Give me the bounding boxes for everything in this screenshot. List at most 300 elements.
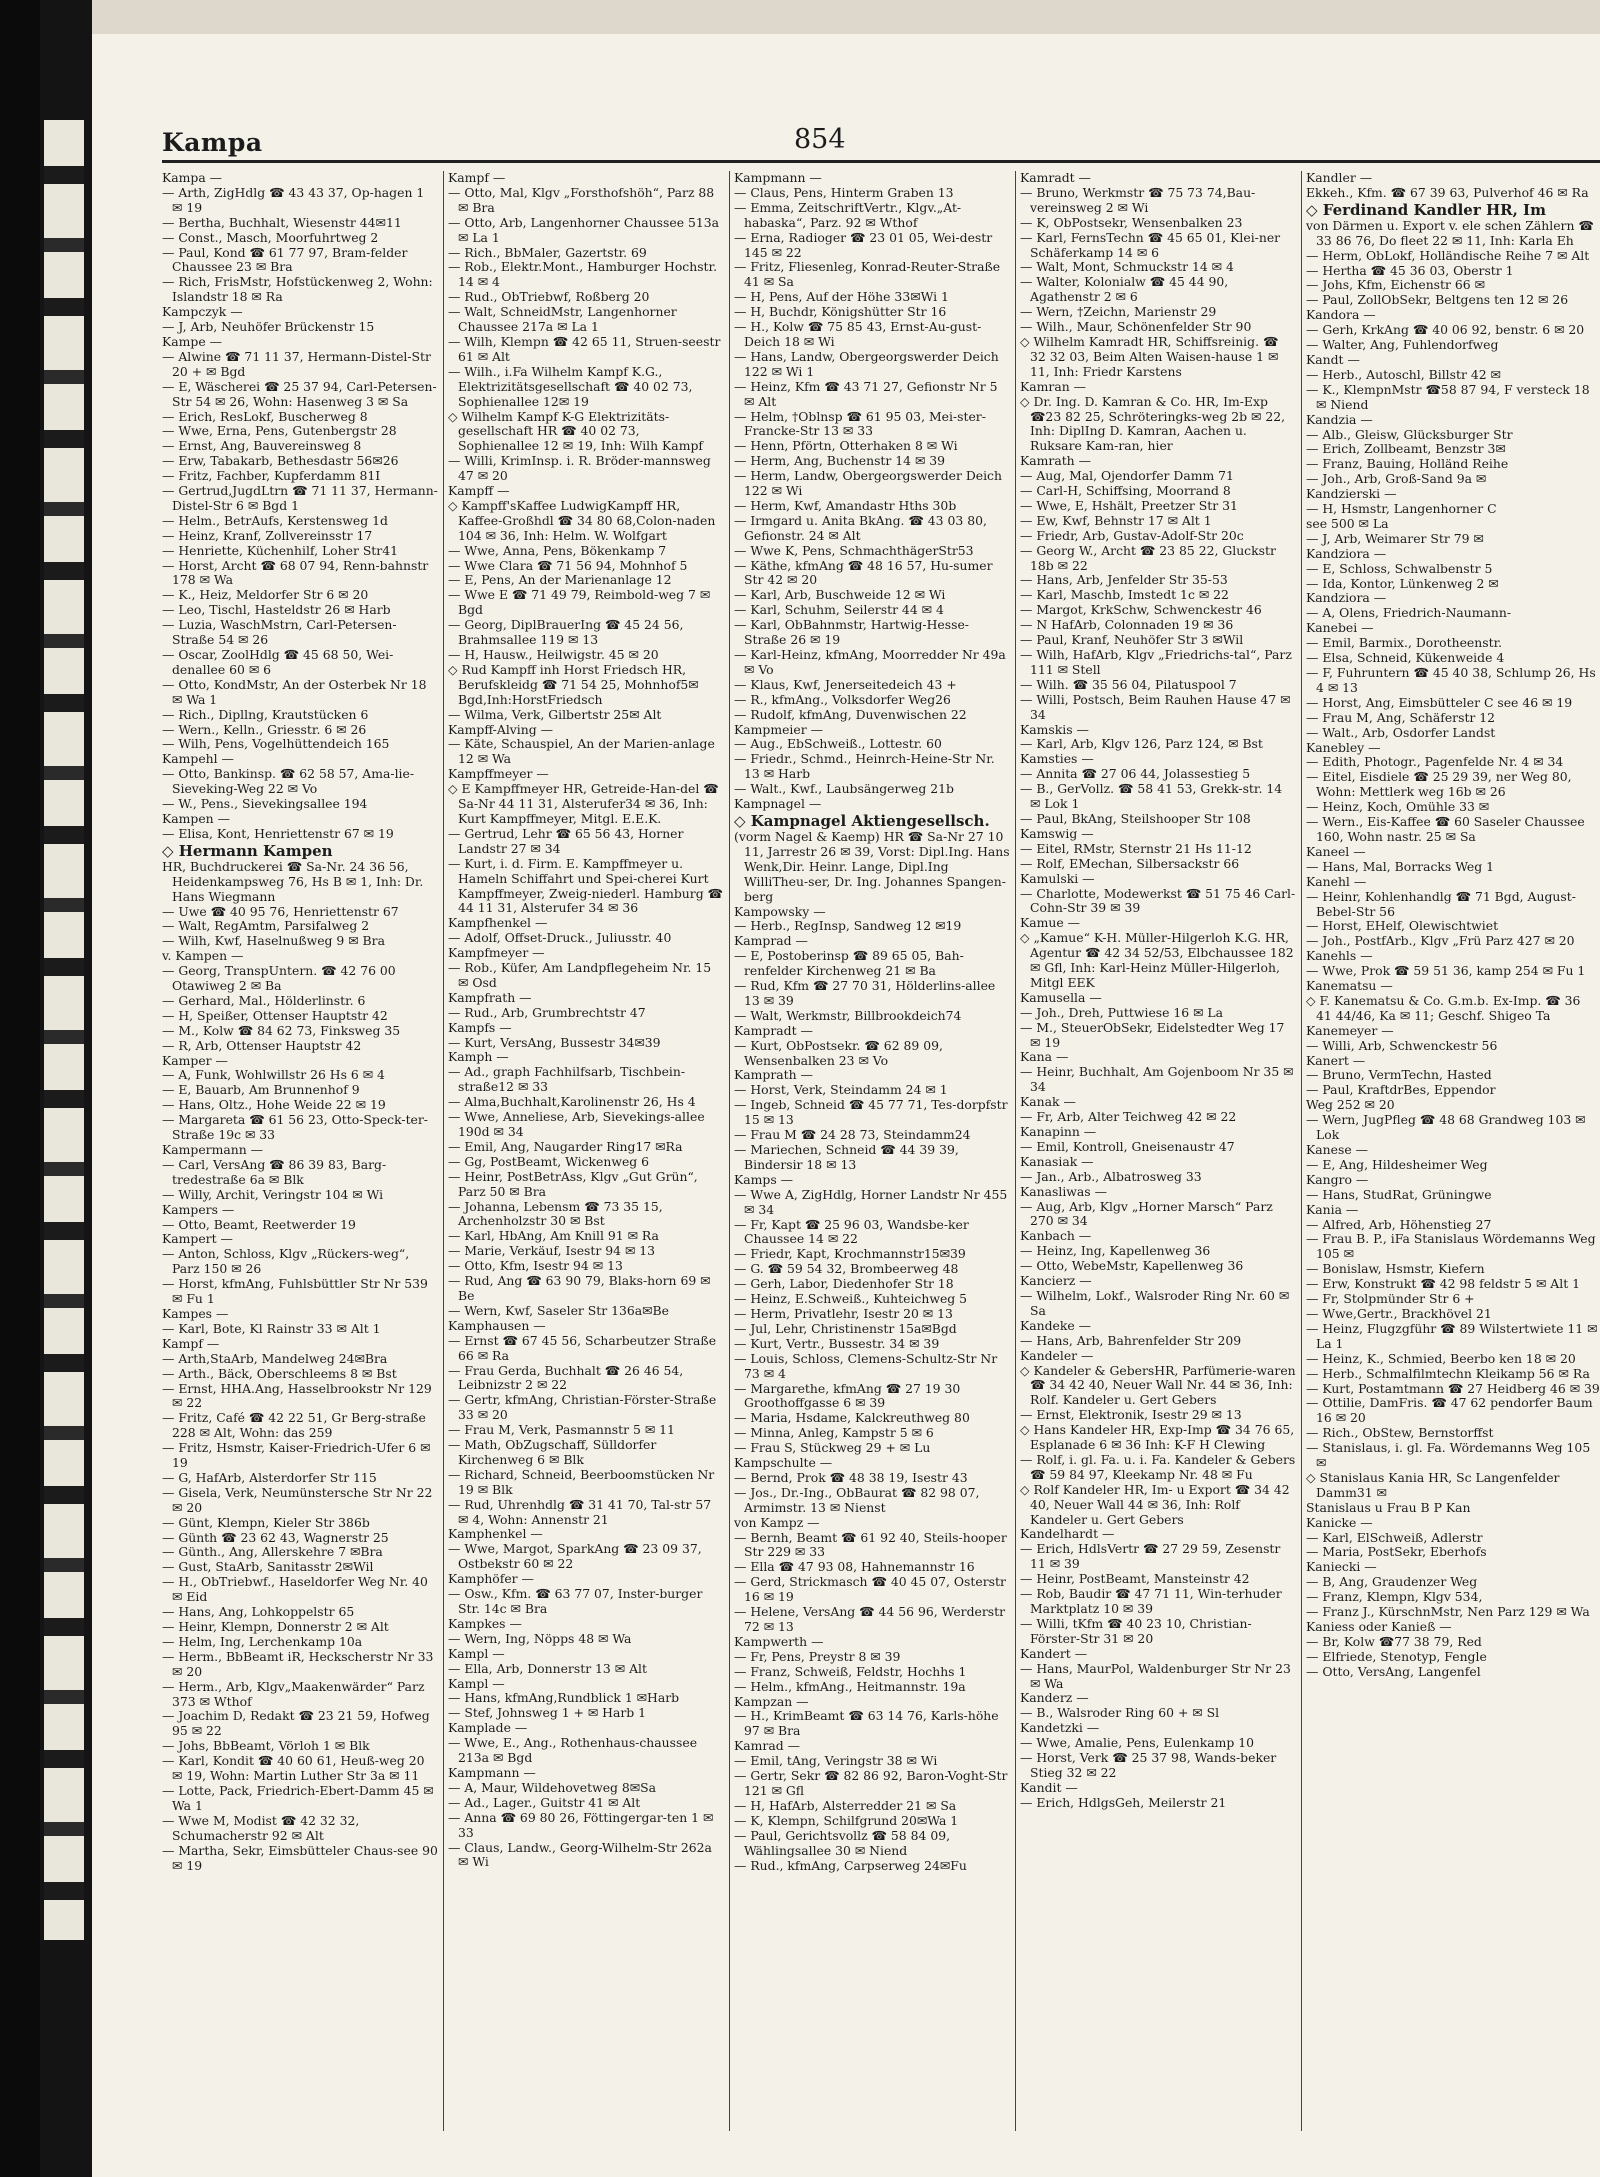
directory-entry: — H, HafArb, Alsterredder 21 ✉ Sa	[734, 1797, 957, 1813]
directory-entry: — Gerd, Strickmasch ☎ 40 45 07, Osterstr 16 ✉ 19	[734, 1574, 1006, 1605]
directory-entry: — Eitel, Eisdiele ☎ 25 29 39, ner Weg 80, Wohn: Mettlerk weg 16b ✉ 26	[1306, 769, 1572, 800]
directory-entry: — Rud, Uhrenhdlg ☎ 31 41 70, Tal-str 57 ✉ 4, Wohn: Annenstr 21	[448, 1496, 712, 1527]
directory-entry: — Rich, FrisMstr, Hofstückenweg 2, Wohn: Islandstr 18 ✉ Ra	[162, 274, 433, 305]
directory-entry: — Wern, JugPfleg ☎ 48 68 Grandweg 103 ✉ Lok	[1306, 1112, 1586, 1143]
surname-heading: Kampkes —	[448, 1615, 522, 1631]
directory-entry: — Walt, Werkmstr, Billbrookdeich74	[734, 1007, 962, 1023]
directory-entry: — Bernh, Beamt ☎ 61 92 40, Steils-hooper Str 229 ✉ 33	[734, 1529, 1007, 1560]
directory-entry: — E, Bauarb, Am Brunnenhof 9	[162, 1082, 360, 1098]
surname-heading: Kampfmeyer —	[448, 945, 545, 961]
surname-heading: Kandit —	[1020, 1779, 1078, 1795]
directory-entry: — Rudolf, kfmAng, Duvenwischen 22	[734, 706, 967, 722]
directory-entry: — Wwe K, Pens, SchmachthägerStr53	[734, 542, 974, 558]
directory-entry: — Paul, Gerichtsvollz ☎ 58 84 09, Wählingsallee 30 ✉ Niend	[734, 1827, 951, 1858]
directory-entry: — Karl, Arb, Klgv 126, Parz 124, ✉ Bst	[1020, 736, 1263, 752]
surname-heading: Kanese —	[1306, 1142, 1368, 1157]
directory-entry: see 500 ✉ La	[1306, 515, 1389, 531]
directory-entry: — Hans, kfmAng,Rundblick 1 ✉Harb	[448, 1690, 680, 1706]
directory-entry: — Osw., Kfm. ☎ 63 77 07, Inster-burger Str. 14c ✉ Bra	[448, 1586, 703, 1616]
directory-entry: — Heinr, Kohlenhandlg ☎ 71 Bgd, August-Bebel-Str 56	[1306, 888, 1576, 919]
directory-entry: — Hans, Arb, Bahrenfelder Str 209	[1020, 1332, 1242, 1348]
directory-entry: HR, Buchdruckerei ☎ Sa-Nr. 24 36 56, Heidenkampsweg 76, Hs B ✉ 1, Inh: Dr. Hans Wiegmann	[162, 858, 424, 904]
directory-entry: — Wwe, Prok ☎ 59 51 36, kamp 254 ✉ Fu 1	[1306, 963, 1586, 979]
directory-entry: — B., Walsroder Ring 60 + ✉ Sl	[1020, 1705, 1220, 1721]
directory-entry: ◇ Hermann Kampen	[162, 841, 333, 860]
surname-heading: Kampfrath —	[448, 989, 532, 1005]
directory-entry: — Paul, KraftdrBes, Eppendor	[1306, 1082, 1496, 1098]
directory-entry: — Wilh, Kwf, Haselnußweg 9 ✉ Bra	[162, 933, 385, 949]
directory-entry: — Karl, FernsTechn ☎ 45 65 01, Klei-ner Schäferkamp 14 ✉ 6	[1020, 229, 1281, 260]
directory-entry: Ekkeh., Kfm. ☎ 67 39 63, Pulverhof 46 ✉ Ra	[1306, 184, 1589, 200]
surname-heading: Kampl —	[448, 1645, 505, 1661]
directory-entry: — Eitel, RMstr, Sternstr 21 Hs 11-12	[1020, 840, 1252, 856]
directory-entry: — H., Kolw ☎ 75 85 43, Ernst-Au-gust-Deich 18 ✉ Wi	[734, 319, 982, 349]
directory-entry: — Emil, tAng, Veringstr 38 ✉ Wi	[734, 1753, 938, 1769]
directory-entry: — Wwe, E., Ang., Rothenhaus-chaussee 213a ✉ Bgd	[448, 1735, 698, 1766]
scan-black-edge	[0, 0, 40, 2177]
directory-entry: Stanislaus u Frau B P Kan	[1306, 1499, 1471, 1515]
directory-entry: — Hertha ☎ 45 36 03, Oberstr 1	[1306, 262, 1514, 278]
surname-heading: Kampzan —	[734, 1693, 809, 1709]
directory-entry: — Br, Kolw ☎77 38 79, Red	[1306, 1633, 1482, 1649]
directory-entry: — Erw, Konstrukt ☎ 42 98 feldstr 5 ✉ Alt 1	[1306, 1276, 1580, 1292]
directory-entry: — Karl, ElSchweiß, Adlerstr	[1306, 1529, 1483, 1545]
directory-entry: — Herm, Landw, Obergeorgswerder Deich 122 ✉ Wi	[734, 468, 1002, 499]
directory-entry: — Johanna, Lebensm ☎ 73 35 15, Archenholzstr 30 ✉ Bst	[448, 1198, 663, 1229]
directory-entry: — Ella, Arb, Donnerstr 13 ✉ Alt	[448, 1660, 647, 1676]
directory-entry: — Rich., ObStew, Bernstorffst	[1306, 1425, 1494, 1441]
directory-entry: ◇ Kandeler & GebersHR, Parfümerie-waren ☎ 34 42 40, Neuer Wall Nr. 44 ✉ 36, Inh: Rolf. Kandeler u. Gert Gebers	[1020, 1362, 1296, 1408]
surname-heading: Kampf —	[448, 171, 506, 185]
book-spine-strip	[44, 120, 84, 1940]
directory-entry: — Herb., Schmalfilmtechn Kleikamp 56 ✉ Ra	[1306, 1365, 1590, 1381]
directory-entry: — N HafArb, Colonnaden 19 ✉ 36	[1020, 617, 1234, 633]
directory-entry: — Karl, ObBahnmstr, Hartwig-Hesse-Straße 26 ✉ 19	[734, 617, 969, 648]
directory-entry: — Otto, Bankinsp. ☎ 62 58 57, Ama-lie-Sieveking-Weg 22 ✉ Vo	[162, 766, 415, 797]
directory-entry: — Wwe, Amalie, Pens, Eulenkamp 10	[1020, 1735, 1255, 1751]
directory-entry: — Anna ☎ 69 80 26, Föttingergar-ten 1 ✉ 33	[448, 1809, 714, 1840]
directory-entry: — Hans, StudRat, Grüningwe	[1306, 1186, 1492, 1202]
directory-entry: — Martha, Sekr, Eimsbütteler Chaus-see 90 ✉ 19	[162, 1842, 438, 1873]
directory-entry: — E, Wäscherei ☎ 25 37 94, Carl-Petersen-Str 54 ✉ 26, Wohn: Hasenweg 3 ✉ Sa	[162, 378, 437, 409]
directory-entry: — Gg, PostBeamt, Wickenweg 6	[448, 1153, 650, 1169]
directory-entry: — Elfriede, Stenotyp, Fengle	[1306, 1648, 1487, 1664]
surname-heading: Kampert —	[162, 1231, 233, 1247]
surname-heading: Kandeler —	[1020, 1347, 1094, 1363]
surname-heading: Kanasiak —	[1020, 1153, 1094, 1169]
directory-entry: — Rob., Elektr.Mont., Hamburger Hochstr. 14 ✉ 4	[448, 259, 718, 290]
directory-entry: — Günt, Klempn, Kieler Str 386b	[162, 1514, 370, 1530]
directory-entry: — F, Fuhruntern ☎ 45 40 38, Schlump 26, Hs 4 ✉ 13	[1306, 665, 1596, 695]
directory-entry: — Horst, Ang, Eimsbütteler C see 46 ✉ 19	[1306, 694, 1573, 710]
directory-entry: — Margarethe, kfmAng ☎ 27 19 30 Groothoffgasse 6 ✉ 39	[734, 1380, 961, 1411]
directory-entry: — Erich, Zollbeamt, Benzstr 3✉	[1306, 441, 1506, 457]
page-number: 854	[794, 124, 846, 155]
directory-entry: — Math, ObZugschaff, Sülldorfer Kirchenweg 6 ✉ Blk	[448, 1437, 657, 1467]
directory-entry: — Ernst ☎ 67 45 56, Scharbeutzer Straße 66 ✉ Ra	[448, 1332, 717, 1363]
directory-entry: — Rud., kfmAng, Carpserweg 24✉Fu	[734, 1857, 967, 1873]
directory-entry: — Joh., Dreh, Puttwiese 16 ✉ La	[1020, 1004, 1224, 1020]
directory-entry: — Ew, Kwf, Behnstr 17 ✉ Alt 1	[1020, 512, 1212, 528]
directory-entry: — Hans, Mal, Borracks Weg 1	[1306, 858, 1495, 874]
directory-entry: — Gerh, KrkAng ☎ 40 06 92, benstr. 6 ✉ 20	[1306, 322, 1585, 338]
surname-heading: Kandelhardt —	[1020, 1526, 1115, 1542]
directory-entry: — Heinz, Ing, Kapellenweg 36	[1020, 1243, 1211, 1259]
directory-entry: — Arth., Bäck, Oberschleems 8 ✉ Bst	[162, 1365, 397, 1381]
directory-entry: — Emil, Barmix., Dorotheenstr.	[1306, 635, 1503, 651]
directory-page	[92, 34, 1600, 2177]
directory-entry: — Paul, Kond ☎ 61 77 97, Bram-felder Chaussee 23 ✉ Bra	[162, 244, 408, 275]
surname-heading: Kania —	[1306, 1201, 1359, 1217]
directory-entry: — Wilh., i.Fa Wilhelm Kampf K.G., Elektrizitätsgesellschaft ☎ 40 02 73, Sophienallee 12✉ 19	[448, 363, 693, 409]
surname-heading: Kamprad —	[734, 933, 808, 949]
surname-heading: Kamradt —	[1020, 171, 1091, 185]
directory-entry: — Hans, Landw, Obergeorgswerder Deich 122 ✉ Wi 1	[734, 348, 999, 379]
directory-entry: — Gertr, kfmAng, Christian-Förster-Straße 33 ✉ 20	[448, 1392, 717, 1423]
directory-entry: — Rud, Kfm ☎ 27 70 31, Hölderlins-allee 13 ✉ 39	[734, 978, 996, 1008]
directory-entry: — Wwe M, Modist ☎ 42 32 32, Schumacherstr 92 ✉ Alt	[162, 1812, 360, 1843]
directory-entry: — Friedr, Kapt, Krochmannstr15✉39	[734, 1246, 966, 1262]
directory-column-5	[1306, 171, 1600, 2131]
surname-heading: Kampmeier —	[734, 721, 823, 737]
directory-entry: — Heinr, PostBeamt, Mansteinstr 42	[1020, 1571, 1250, 1587]
directory-entry: — Herm., BbBeamt iR, Heckscherstr Nr 33 ✉ 20	[162, 1648, 434, 1679]
directory-entry: — Wern, Ing, Nöpps 48 ✉ Wa	[448, 1630, 632, 1646]
directory-entry: — Leo, Tischl, Hasteldstr 26 ✉ Harb	[162, 602, 391, 618]
directory-entry: — Willy, Archit, Veringstr 104 ✉ Wi	[162, 1186, 384, 1202]
directory-entry: — Gust, StaArb, Sanitasstr 2✉Wil	[162, 1559, 374, 1575]
directory-entry: — W., Pens., Sievekingsallee 194	[162, 796, 368, 812]
surname-heading: v. Kampen —	[162, 948, 244, 964]
directory-entry: — Franz, Schweiß, Feldstr, Hochhs 1	[734, 1663, 967, 1679]
directory-entry: — E, Schloss, Schwalbenstr 5	[1306, 560, 1493, 576]
directory-entry: — Elisa, Kont, Henriettenstr 67 ✉ 19	[162, 825, 394, 841]
directory-column-1	[162, 171, 438, 2131]
directory-entry: — A, Olens, Friedrich-Naumann-	[1306, 605, 1512, 621]
directory-entry: — Ida, Kontor, Lünkenweg 2 ✉	[1306, 575, 1499, 591]
surname-heading: Kanderz —	[1020, 1690, 1089, 1706]
directory-entry: — Herm, Kwf, Amandastr Hths 30b	[734, 497, 957, 513]
directory-entry: — Fr, Arb, Alter Teichweg 42 ✉ 22	[1020, 1109, 1237, 1125]
directory-entry: — Karl, Bote, Kl Rainstr 33 ✉ Alt 1	[162, 1320, 381, 1336]
directory-entry: — Wilh, Klempn ☎ 42 65 11, Struen-seestr 61 ✉ Alt	[448, 333, 721, 364]
directory-entry: — Frau S, Stückweg 29 + ✉ Lu	[734, 1440, 931, 1456]
directory-entry: — Alb., Gleisw, Glücksburger Str	[1306, 426, 1513, 442]
directory-entry: — Karl, Kondit ☎ 40 60 61, Heuß-weg 20 ✉ 19, Wohn: Martin Luther Str 3a ✉ 11	[162, 1753, 425, 1784]
directory-entry: — Erich, ResLokf, Buscherweg 8	[162, 408, 368, 424]
directory-entry: — Hans, MaurPol, Waldenburger Str Nr 23 ✉ Wa	[1020, 1660, 1291, 1691]
surname-heading: von Kampz —	[734, 1514, 820, 1530]
directory-entry: — A, Funk, Wohlwillstr 26 Hs 6 ✉ 4	[162, 1067, 385, 1083]
directory-entry: — Fritz, Fachber, Kupferdamm 81I	[162, 468, 381, 484]
directory-entry: — Gertr, Sekr ☎ 82 86 92, Baron-Voght-Str 121 ✉ Gfl	[734, 1768, 1008, 1798]
directory-entry: — Ottilie, DamFris. ☎ 47 62 pendorfer Baum 16 ✉ 20	[1306, 1395, 1593, 1426]
directory-entry: — Paul, BkAng, Steilshooper Str 108	[1020, 810, 1251, 826]
directory-entry: — Minna, Anleg, Kampstr 5 ✉ 6	[734, 1425, 934, 1441]
directory-entry: — B, Ang, Graudenzer Weg	[1306, 1574, 1478, 1590]
directory-entry: — Helm., kfmAng., Heitmannstr. 19a	[734, 1678, 966, 1694]
directory-entry: — Willi, tKfm ☎ 40 23 10, Christian-Förster-Str 31 ✉ 20	[1020, 1615, 1252, 1646]
directory-entry: — Elsa, Schneid, Kükenweide 4	[1306, 650, 1505, 666]
directory-entry: — Wern., Eis-Kaffee ☎ 60 Saseler Chaussee 160, Wohn nastr. 25 ✉ Sa	[1306, 814, 1585, 844]
directory-entry: von Därmen u. Export v. ele schen Zählern ☎ 33 86 76, Do fleet 22 ✉ 11, Inh: Karla Eh	[1306, 217, 1594, 248]
directory-entry: — Heinz, Koch, Omühle 33 ✉	[1306, 799, 1490, 815]
directory-entry: — Annita ☎ 27 06 44, Jolassestieg 5	[1020, 766, 1251, 782]
directory-entry: — Anton, Schloss, Klgv „Rückers-weg“, Parz 150 ✉ 26	[162, 1246, 410, 1277]
directory-entry: — Stef, Johnsweg 1 + ✉ Harb 1	[448, 1705, 647, 1721]
directory-entry: — Günth ☎ 23 62 43, Wagnerstr 25	[162, 1529, 389, 1545]
directory-entry: — Alma,Buchhalt,Karolinenstr 26, Hs 4	[448, 1094, 696, 1110]
directory-entry: — Fr, Stolpmünder Str 6 +	[1306, 1291, 1475, 1307]
surname-heading: Kamran —	[1020, 378, 1087, 394]
directory-columns	[162, 171, 1600, 2151]
directory-entry: — Heinz, Kranf, Zollvereinsstr 17	[162, 527, 373, 543]
directory-entry: — Ernst, HHA.Ang, Hasselbrookstr Nr 129 ✉ 22	[162, 1380, 432, 1411]
directory-entry: — Fritz, Café ☎ 42 22 51, Gr Berg-straße 228 ✉ Alt, Wohn: das 259	[162, 1410, 426, 1441]
directory-entry: — Lotte, Pack, Friedrich-Ebert-Damm 45 ✉ Wa 1	[162, 1782, 434, 1813]
directory-entry: — Rud., ObTriebwf, Roßberg 20	[448, 289, 650, 305]
directory-entry: — Heinr, PostBetrAss, Klgv „Gut Grün“, Parz 50 ✉ Bra	[448, 1168, 698, 1199]
surname-heading: Kampradt —	[734, 1022, 813, 1038]
directory-entry: — K., Heiz, Meldorfer Str 6 ✉ 20	[162, 587, 369, 603]
surname-heading: Kamplade —	[448, 1720, 528, 1736]
surname-heading: Kamue —	[1020, 915, 1081, 931]
directory-entry: ◇ Kampnagel Aktiengesellsch.	[734, 811, 990, 830]
directory-entry: — Otto, Mal, Klgv „Forsthofshöh“, Parz 88 ✉ Bra	[448, 184, 715, 215]
surname-heading: Kampfs —	[448, 1019, 512, 1035]
directory-entry: — Wern, Kwf, Saseler Str 136a✉Be	[448, 1302, 669, 1318]
surname-heading: Kampff-Alving —	[448, 721, 553, 737]
surname-heading: Kampnagel —	[734, 796, 822, 812]
directory-entry: — Claus, Pens, Hinterm Graben 13	[734, 184, 954, 200]
directory-entry: — Oscar, ZoolHdlg ☎ 45 68 50, Wei-denallee 60 ✉ 6	[162, 647, 394, 677]
directory-entry: — Erich, HdlsVertr ☎ 27 29 59, Zesenstr 11 ✉ 39	[1020, 1541, 1281, 1572]
directory-entry: — Horst, Verk ☎ 25 37 98, Wands-beker Stieg 32 ✉ 22	[1020, 1750, 1277, 1780]
directory-entry: — Günth., Ang, Allerskehre 7 ✉Bra	[162, 1544, 383, 1560]
directory-entry: — Walt., Arb, Osdorfer Landst	[1306, 724, 1496, 740]
directory-entry: — Erna, Radioger ☎ 23 01 05, Wei-destr 145 ✉ 22	[734, 229, 993, 260]
directory-entry: — K, ObPostsekr, Wensenbalken 23	[1020, 214, 1243, 230]
directory-entry: — H., ObTriebwf., Haseldorfer Weg Nr. 40 ✉ Eid	[162, 1574, 428, 1605]
directory-entry: — Kurt, ObPostsekr. ☎ 62 89 09, Wensenbalken 23 ✉ Vo	[734, 1037, 943, 1068]
directory-entry: — Willi, Arb, Schwenckestr 56	[1306, 1037, 1498, 1053]
surname-heading: Kanehl —	[1306, 873, 1367, 889]
directory-entry: — Frau B. P., iFa Stanislaus Wördemanns Weg 105 ✉	[1306, 1231, 1596, 1262]
surname-heading: Kanert —	[1306, 1052, 1366, 1068]
directory-entry: — M., SteuerObSekr, Eidelstedter Weg 17 ✉ 19	[1020, 1019, 1285, 1050]
directory-entry: — Herb., RegInsp, Sandweg 12 ✉19	[734, 918, 962, 934]
directory-entry: — Horst, Archt ☎ 68 07 94, Renn-bahnstr 178 ✉ Wa	[162, 557, 429, 588]
surname-heading: Kampmann —	[448, 1764, 536, 1780]
directory-entry: — Ernst, Elektronik, Isestr 29 ✉ 13	[1020, 1407, 1242, 1423]
directory-entry: — Irmgard u. Anita BkAng. ☎ 43 03 80, Gefionstr. 24 ✉ Alt	[734, 512, 987, 543]
directory-entry: — Paul, ZollObSekr, Beltgens ten 12 ✉ 26	[1306, 292, 1569, 308]
surname-heading: Kaneel —	[1306, 843, 1366, 859]
surname-heading: Kaniecki —	[1306, 1559, 1377, 1575]
directory-entry: — Wilh, Pens, Vogelhüttendeich 165	[162, 736, 390, 752]
directory-entry: — Walt, RegAmtm, Parsifalweg 2	[162, 918, 370, 934]
directory-entry: — Karl, Maschb, Imstedt 1c ✉ 22	[1020, 587, 1229, 603]
directory-entry: — Maria, PostSekr, Eberhofs	[1306, 1544, 1487, 1560]
directory-entry: — J, Arb, Weimarer Str 79 ✉	[1306, 530, 1484, 546]
surname-heading: Kampers —	[162, 1201, 235, 1217]
directory-entry: — Horst, EHelf, Olewischtwiet	[1306, 918, 1499, 934]
directory-entry: — Fr, Pens, Preystr 8 ✉ 39	[734, 1648, 901, 1664]
directory-entry: — Jos., Dr.-Ing., ObBaurat ☎ 82 98 07, Armimstr. 13 ✉ Nienst	[734, 1484, 980, 1515]
directory-entry: — Marie, Verkäuf, Isestr 94 ✉ 13	[448, 1243, 656, 1259]
directory-entry: — Otto, WebeMstr, Kapellenweg 36	[1020, 1258, 1244, 1274]
directory-entry: — Franz, Klempn, Klgv 534,	[1306, 1589, 1483, 1605]
directory-entry: — Wilhelm, Lokf., Walsroder Ring Nr. 60 ✉ Sa	[1020, 1287, 1290, 1318]
directory-entry: — Arth,StaArb, Mandelweg 24✉Bra	[162, 1350, 388, 1366]
directory-entry: — E, Ang, Hildesheimer Weg	[1306, 1156, 1488, 1172]
directory-entry: — Frau M ☎ 24 28 73, Steindamm24	[734, 1127, 971, 1143]
surname-heading: Kampffmeyer —	[448, 766, 549, 782]
directory-entry: — Wilh. ☎ 35 56 04, Pilatuspool 7	[1020, 676, 1237, 692]
directory-entry: — Const., Masch, Moorfuhrtweg 2	[162, 229, 379, 245]
directory-entry: — H, Buchdr, Königshütter Str 16	[734, 304, 947, 320]
directory-entry: — Gerhard, Mal., Hölderlinstr. 6	[162, 992, 366, 1008]
surname-heading: Kamrad —	[734, 1738, 800, 1754]
directory-entry: — Helm, Ing, Lerchenkamp 10a	[162, 1633, 363, 1649]
directory-entry: — Gerh, Labor, Diedenhofer Str 18	[734, 1276, 954, 1292]
directory-entry: — Wwe, Anna, Pens, Bökenkamp 7	[448, 542, 667, 558]
directory-entry: — Margot, KrkSchw, Schwenckestr 46	[1020, 602, 1262, 618]
surname-heading: Kamrath —	[1020, 453, 1091, 469]
directory-entry: — Bruno, VermTechn, Hasted	[1306, 1067, 1492, 1083]
directory-entry: — K., KlempnMstr ☎58 87 94, F versteck 18 ✉ Niend	[1306, 381, 1590, 412]
directory-entry: — Walt., Kwf., Laubsängerweg 21b	[734, 781, 954, 797]
directory-entry: — Ingeb, Schneid ☎ 45 77 71, Tes-dorpfstr 15 ✉ 13	[734, 1097, 1008, 1128]
surname-heading: Kampschulte —	[734, 1455, 833, 1471]
directory-entry: — Frau M, Verk, Pasmannstr 5 ✉ 11	[448, 1422, 675, 1438]
directory-entry: — Aug., EbSchweiß., Lottestr. 60	[734, 736, 942, 752]
directory-entry: ◇ Dr. Ing. D. Kamran & Co. HR, Im-Exp ☎23 82 25, Schröteringks-weg 2b ✉ 22, Inh: DiplIng D. Kamran, Aachen u. Ruksare Kam-ran, hier	[1020, 393, 1286, 454]
directory-entry: — Kurt, Postamtmann ☎ 27 Heidberg 46 ✉ 39	[1306, 1380, 1600, 1396]
directory-entry: — Wern, †Zeichn, Marienstr 29	[1020, 304, 1217, 320]
directory-entry: — Wwe A, ZigHdlg, Horner Landstr Nr 455 ✉ 34	[734, 1186, 1008, 1217]
directory-entry: — Emil, Kontroll, Gneisenaustr 47	[1020, 1138, 1235, 1154]
directory-entry: — Gisela, Verk, Neumünstersche Str Nr 22 ✉ 20	[162, 1484, 433, 1515]
directory-entry: — Joachim D, Redakt ☎ 23 21 59, Hofweg 95 ✉ 22	[162, 1708, 430, 1739]
directory-entry: — Karl-Heinz, kfmAng, Moorredder Nr 49a ✉ Vo	[734, 647, 1006, 677]
surname-heading: Kamphausen —	[448, 1317, 546, 1333]
directory-entry: — Herm, Privatlehr, Isestr 20 ✉ 13	[734, 1305, 953, 1321]
surname-heading: Kamps —	[734, 1171, 794, 1187]
surname-heading: Kandert —	[1020, 1645, 1088, 1661]
directory-entry: — Heinr, Buchhalt, Am Gojenboom Nr 35 ✉ 34	[1020, 1064, 1294, 1095]
directory-entry: — Stanislaus, i. gl. Fa. Wördemanns Weg 105 ✉	[1306, 1440, 1591, 1471]
surname-heading: Kamulski —	[1020, 870, 1095, 886]
directory-entry: — Herm, Ang, Buchenstr 14 ✉ 39	[734, 453, 946, 469]
directory-entry: — Erw, Tabakarb, Bethesdastr 56✉26	[162, 453, 399, 469]
surname-heading: Kampen —	[162, 810, 230, 826]
surname-heading: Kandziora —	[1306, 545, 1387, 561]
directory-entry: — Bernd, Prok ☎ 48 38 19, Isestr 43	[734, 1469, 968, 1485]
scan-top-edge	[92, 0, 1600, 34]
directory-entry: — Wwe, Erna, Pens, Gutenbergstr 28	[162, 423, 397, 439]
directory-entry: — Wwe, E, Hshält, Preetzer Str 31	[1020, 497, 1238, 513]
directory-entry: — Franz J., KürschnMstr, Nen Parz 129 ✉ Wa	[1306, 1604, 1590, 1620]
column-rule	[729, 171, 730, 2131]
directory-entry: — Käthe, kfmAng ☎ 48 16 57, Hu-sumer Str 42 ✉ 20	[734, 557, 993, 588]
directory-entry: — Friedr., Schmd., Heinrch-Heine-Str Nr. 13 ✉ Harb	[734, 751, 995, 782]
directory-entry: — Rud., Arb, Grumbrechtstr 47	[448, 1004, 646, 1020]
directory-entry: — Franz, Bauing, Holländ Reihe	[1306, 456, 1509, 472]
directory-entry: — Walter, Ang, Fuhlendorfweg	[1306, 337, 1499, 353]
directory-entry: — Karl, HbAng, Am Knill 91 ✉ Ra	[448, 1228, 659, 1244]
directory-entry: — Herm., Arb, Klgv„Maakenwärder“ Parz 373 ✉ Wthof	[162, 1678, 425, 1709]
directory-entry: — Horst, kfmAng, Fuhlsbüttler Str Nr 539 ✉ Fu 1	[162, 1276, 428, 1307]
surname-heading: Kanematsu —	[1306, 978, 1393, 994]
directory-entry: ◇ „Kamue“ K-H. Müller-Hilgerloh K.G. HR, Agentur ☎ 42 34 52/53, Elbchaussee 182 ✉ Gfl, Inh: Karl-Heinz Müller-Hilgerloh, Mitgl EEK	[1020, 930, 1294, 990]
surname-heading: Kangro —	[1306, 1171, 1369, 1187]
directory-entry: — Carl, VersAng ☎ 86 39 83, Barg-tredestraße 6a ✉ Blk	[162, 1156, 387, 1187]
directory-entry: — Rud, Ang ☎ 63 90 79, Blaks-horn 69 ✉ Be	[448, 1273, 711, 1303]
directory-entry: — Johs, BbBeamt, Vörloh 1 ✉ Blk	[162, 1738, 370, 1754]
surname-heading: Kanasliwas —	[1020, 1183, 1107, 1199]
directory-entry: (vorm Nagel & Kaemp) HR ☎ Sa-Nr 27 10 11, Jarrestr 26 ✉ 39, Vorst: Dipl.Ing. Hans Wenk,Dir. Heinr. Lange, Dipl.Ing WilliTheu-ser, Dr. Ing. Johannes Spangen-berg	[734, 828, 1010, 904]
directory-entry: ◇ E Kampffmeyer HR, Getreide-Han-del ☎ Sa-Nr 44 11 31, Alsterufer34 ✉ 36, Inh: Kurt Kampffmeyer, Mitgl. E.E.K.	[448, 781, 719, 826]
surname-heading: Kamprath —	[734, 1067, 813, 1083]
directory-entry: — Emma, ZeitschriftVertr., Klgv.„At-habaska“, Parz. 92 ✉ Wthof	[734, 199, 962, 230]
directory-entry: — Helm., BetrAufs, Kerstensweg 1d	[162, 512, 388, 528]
directory-entry: — Alfred, Arb, Höhenstieg 27	[1306, 1216, 1492, 1232]
directory-entry: — Wilh., Maur, Schönenfelder Str 90	[1020, 319, 1252, 335]
directory-entry: — Karl, Arb, Buschweide 12 ✉ Wi	[734, 587, 946, 603]
directory-entry: — Walt, Mont, Schmuckstr 14 ✉ 4	[1020, 259, 1234, 275]
surname-heading: Kanebley —	[1306, 739, 1381, 755]
surname-heading: Kandetzki —	[1020, 1720, 1100, 1736]
directory-entry: — Heinz, Kfm ☎ 43 71 27, Gefionstr Nr 5 ✉ Alt	[734, 378, 998, 409]
directory-entry: — Helm, †Oblnsp ☎ 61 95 03, Mei-ster-Francke-Str 13 ✉ 33	[734, 408, 986, 439]
surname-heading: Kampfhenkel —	[448, 915, 548, 931]
surname-heading: Kampl —	[448, 1675, 505, 1691]
directory-entry: — Jan., Arb., Albatrosweg 33	[1020, 1168, 1202, 1184]
directory-entry: — Otto, Arb, Langenhorner Chaussee 513a ✉ La 1	[448, 214, 720, 245]
surname-heading: Kamphöfer —	[448, 1571, 534, 1587]
directory-entry: — Ella ☎ 47 93 08, Hahnemannstr 16	[734, 1559, 975, 1575]
directory-entry: — Georg, DiplBrauerIng ☎ 45 24 56, Brahmsallee 119 ✉ 13	[448, 617, 684, 648]
surname-heading: Kampmann —	[734, 171, 822, 185]
directory-entry: — Arth, ZigHdlg ☎ 43 43 37, Op-hagen 1 ✉ 19	[162, 184, 425, 215]
directory-entry: — Claus, Landw., Georg-Wilhelm-Str 262a ✉ Wi	[448, 1839, 712, 1870]
directory-entry: — Gertrud, Lehr ☎ 65 56 43, Horner Landstr 27 ✉ 34	[448, 825, 684, 856]
directory-entry: ◇ Wilhelm Kamradt HR, Schiffsreinig. ☎ 32 32 03, Beim Alten Waisen-hause 1 ✉ 11, Inh: Friedr Karstens	[1020, 333, 1279, 379]
directory-entry: — Aug, Mal, Ojendorfer Damm 71	[1020, 468, 1234, 484]
surname-heading: Kampff —	[448, 483, 510, 499]
directory-entry: — Adolf, Offset-Druck., Juliusstr. 40	[448, 930, 672, 946]
directory-entry: ◇ Stanislaus Kania HR, Sc Langenfelder Damm31 ✉	[1306, 1469, 1560, 1500]
surname-heading: Kampwerth —	[734, 1633, 824, 1649]
directory-entry: — Henriette, Küchenhilf, Loher Str41	[162, 542, 398, 558]
directory-entry: — E, Pens, An der Marienanlage 12	[448, 572, 672, 588]
surname-heading: Kanapinn —	[1020, 1124, 1097, 1139]
directory-entry: — Wwe,Gertr., Brackhövel 21	[1306, 1305, 1492, 1321]
directory-entry: — H, Pens, Auf der Höhe 33✉Wi 1	[734, 289, 949, 305]
surname-heading: Kandzia —	[1306, 411, 1373, 427]
directory-entry: — Rich., BbMaler, Gazertstr. 69	[448, 244, 647, 260]
directory-entry: — Carl-H, Schiffsing, Moorrand 8	[1020, 483, 1231, 499]
surname-heading: Kamph —	[448, 1049, 509, 1065]
directory-entry: — Heinr, Klempn, Donnerstr 2 ✉ Alt	[162, 1619, 389, 1634]
directory-entry: — Louis, Schloss, Clemens-Schultz-Str Nr 73 ✉ 4	[734, 1350, 998, 1381]
directory-entry: — Helene, VersAng ☎ 44 56 96, Werderstr 72 ✉ 13	[734, 1604, 1006, 1634]
directory-entry: — Otto, Kfm, Isestr 94 ✉ 13	[448, 1258, 623, 1274]
directory-entry: Weg 252 ✉ 20	[1306, 1097, 1395, 1113]
directory-entry: — B., GerVollz. ☎ 58 41 53, Grekk-str. 14 ✉ Lok 1	[1020, 781, 1283, 812]
directory-entry: — J, Arb, Neuhöfer Brückenstr 15	[162, 319, 375, 335]
